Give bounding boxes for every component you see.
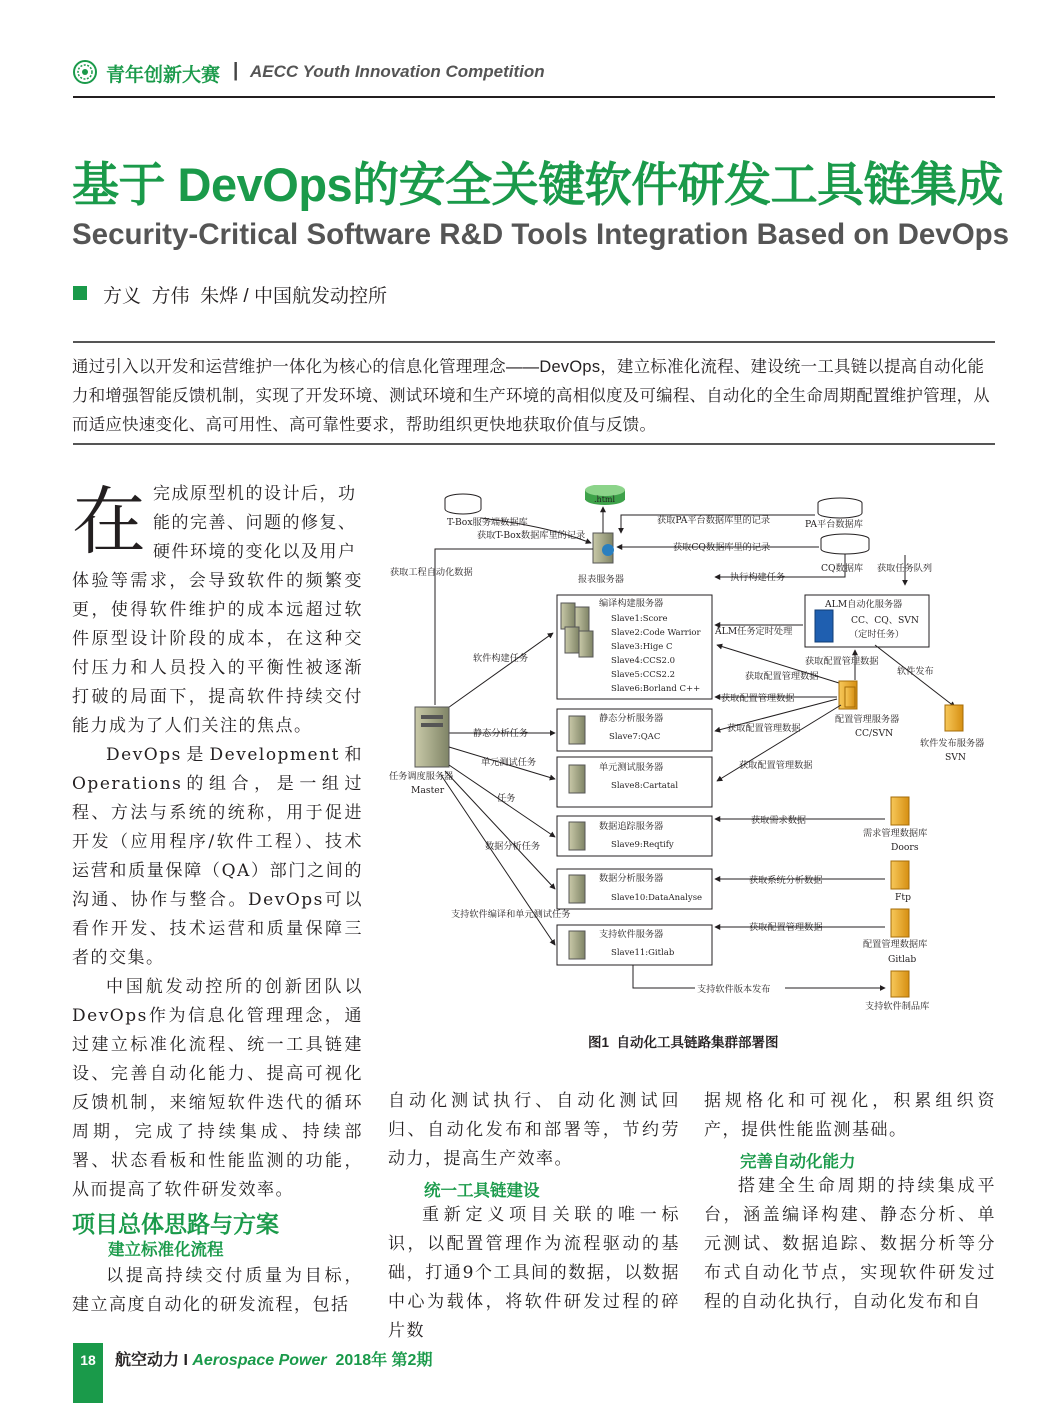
label: 数据追踪服务器 (599, 821, 664, 832)
paragraph: 以提高持续交付质量为目标，建立高度自动化的研发流程，包括 (72, 1266, 363, 1315)
label: SVN (945, 752, 966, 763)
competition-logo-icon (73, 60, 97, 84)
label: 编译构建服务器 (599, 598, 664, 609)
label: Slave11:Gitlab (611, 948, 675, 958)
label: 获取CQ数据库里的记录 (673, 542, 771, 553)
report-server-icon (593, 533, 614, 563)
label: ALM任务定时处理 (715, 626, 793, 637)
trace-server-icon (569, 822, 585, 850)
label: 数据分析服务器 (599, 873, 664, 884)
page-number: 18 (80, 1352, 96, 1368)
label: 获取PA平台数据库里的记录 (657, 515, 771, 526)
data-analysis-server-icon (569, 875, 585, 903)
drop-cap: 在 (72, 479, 146, 565)
unit-test-server-icon (569, 765, 585, 793)
header-rule (73, 96, 995, 98)
sub-heading: 完善自动化能力 (740, 1153, 856, 1171)
header-title-cn: 青年创新大赛 (106, 65, 221, 86)
release-server-icon (945, 705, 963, 731)
label: ALM自动化服务器 (825, 599, 903, 610)
label: Slave7:QAC (609, 732, 661, 742)
paragraph: 重新定义项目关联的唯一标识，以配置管理作为流程驱动的基础，打通9个工具间的数据，以数据中心为载体，将软件研发过程的碎片数 (388, 1205, 680, 1341)
author-bullet (73, 286, 87, 300)
column-3-tail (704, 1172, 996, 1317)
paragraph: 自动化测试执行、自动化测试回归、自动化发布和部署等，节约劳动力，提高生产效率。 (388, 1091, 680, 1169)
label: 执行构建任务 (730, 572, 786, 583)
support-server-icon (569, 931, 585, 959)
label: 单元测试服务器 (599, 762, 664, 773)
label: 配置管理数据库 (863, 939, 928, 950)
label: Slave3:Hige C (611, 642, 673, 652)
figure-caption: 图1 自动化工具链路集群部署图 (588, 1035, 779, 1050)
master-server-icon (415, 707, 449, 767)
label: 获取T-Box数据库里的记录 (477, 530, 586, 541)
artifact-repo-icon (891, 971, 909, 997)
config-db-icon (891, 909, 909, 937)
label: 数据分析任务 (485, 841, 541, 852)
journal-name: 航空动力 I (115, 1352, 193, 1369)
label: Doors (891, 842, 919, 853)
label: Slave1:Score (611, 614, 668, 624)
label: 软件发布服务器 (920, 738, 985, 749)
column-2-tail (388, 1201, 680, 1346)
config-server-icon (839, 681, 857, 709)
label: 获取配置管理数据 (749, 922, 823, 933)
label: Slave5:CCS2.2 (611, 670, 676, 680)
journal-name-en: Aerospace Power (192, 1352, 327, 1369)
column-1-tail (72, 1262, 363, 1320)
label: 获取工程自动化数据 (390, 567, 473, 578)
paragraph: 中国航发动控所的创新团队以DevOps作为信息化管理理念，通过建立标准化流程、统一工具链建设、完善自动化能力、提高可视化反馈机制，来缩短软件迭代的循环周期，完成了持续集成、持续部署、状态看板和性能监测的功能，从而提高了软件研发效率。 (72, 977, 363, 1200)
label: PA平台数据库 (805, 519, 863, 530)
label: 需求管理数据库 (863, 828, 928, 839)
column-1-body (72, 567, 363, 1205)
footer-journal (115, 1347, 432, 1370)
cq-database-icon (821, 534, 869, 554)
intro-line: 完成原型机的设计后，功 (153, 484, 357, 504)
article-title: 基于 DevOps的安全关键软件研发工具链集成 (72, 158, 1004, 211)
label: 任务 (497, 793, 516, 804)
label: T-Box服务端数据库 (447, 517, 528, 528)
article-subtitle: Security-Critical Software R&D Tools Integration Based on DevOps (72, 218, 1010, 251)
label: CC/SVN (855, 728, 894, 739)
label: 报表服务器 (578, 574, 624, 585)
label: 获取配置管理数据 (805, 656, 879, 667)
label: 获取需求数据 (751, 815, 807, 826)
build-server-cluster-icon (561, 603, 593, 657)
requirements-db-icon (891, 797, 909, 825)
label: 软件构建任务 (473, 653, 529, 664)
label: 单元测试任务 (481, 757, 537, 768)
paragraph: 体验等需求，会导致软件的频繁变更，使得软件维护的成本远超过软件原型设计阶段的成本，在这种交付压力和人员投入的平衡性被逐渐打破的局面下，提高软件持续交付能力成为了人们关注的焦点。 (72, 571, 363, 736)
authors: 方义 方伟 朱烨 / 中国航发动控所 (103, 286, 387, 307)
label: 获取配置管理数据 (745, 671, 819, 682)
label: Slave9:Reqtify (611, 840, 674, 850)
label: 支持软件服务器 (599, 929, 664, 940)
header-separator: | (233, 60, 239, 81)
paragraph: DevOps是Development和Operations的组合，是一组过程、方法与系统的统称，用于促进开发（应用程序/软件工程）、技术运营和质量保障（QA）部门之间的沟通、协作与整合。DevOps可以看作开发、技术运营和质量保障三者的交集。 (72, 745, 363, 968)
intro-line: 硬件环境的变化以及用户 (153, 542, 357, 562)
label: Gitlab (888, 954, 917, 965)
label: 软件发布 (897, 666, 934, 677)
label: Slave10:DataAnalyse (611, 893, 703, 903)
label: 获取系统分析数据 (749, 875, 823, 886)
sub-heading: 统一工具链建设 (424, 1182, 540, 1200)
label: 支持软件制品库 (865, 1001, 930, 1012)
alm-server-icon (815, 610, 833, 642)
ftp-server-icon (891, 861, 909, 889)
label: 获取配置管理数据 (721, 693, 795, 704)
paragraph: 搭建全生命周期的持续集成平台，涵盖编译构建、静态分析、单元测试、数据追踪、数据分析等分布式自动化节点，实现软件研发过程的自动化执行，自动化发布和自 (704, 1176, 996, 1312)
label: 静态分析服务器 (599, 713, 664, 724)
tbox-database-icon (445, 494, 481, 514)
paragraph: 据规格化和可视化，积累组织资产，提供性能监测基础。 (704, 1091, 996, 1140)
label: Slave8:Cartatal (611, 781, 679, 791)
label: Master (411, 785, 445, 796)
column-2-body (388, 1087, 680, 1174)
toolchain-deployment-diagram (385, 485, 995, 1015)
label: 配置管理服务器 (835, 714, 900, 725)
header-title-en: AECC Youth Innovation Competition (250, 62, 545, 81)
label: Slave6:Borland C++ (611, 684, 701, 694)
abstract: 通过引入以开发和运营维护一体化为核心的信息化管理理念——DevOps，建立标准化流程、建设统一工具链以提高自动化能力和增强智能反馈机制，实现了开发环境、测试环境和生产环境的高相似度及可编程、自动化的全生命周期配置维护管理，从而适应快速变化、高可用性、高可靠性要求，帮助组织更快地获取价值与反馈。 (72, 358, 990, 434)
label: 任务调度服务器 (389, 771, 454, 782)
section-heading: 项目总体思路与方案 (72, 1211, 279, 1237)
sub-heading: 建立标准化流程 (108, 1241, 224, 1259)
journal-issue: 2018年 第2期 (326, 1352, 433, 1369)
label: Slave2:Code Warrior (611, 628, 701, 638)
pa-database-icon (818, 498, 862, 518)
label: CC、CQ、SVN (851, 615, 919, 626)
intro-lines (153, 480, 363, 567)
column-3-body (704, 1087, 996, 1145)
label: 获取任务队列 (877, 563, 933, 574)
static-server-icon (569, 716, 585, 744)
label: 获取配置管理数据 (727, 723, 801, 734)
label: 静态分析任务 (473, 728, 529, 739)
label: CQ数据库 (821, 563, 864, 574)
label: （定时任务） (849, 629, 905, 640)
intro-line: 能的完善、问题的修复、 (153, 513, 357, 533)
label: Ftp (895, 892, 911, 903)
label: 支持软件版本发布 (697, 984, 771, 995)
abstract-top-rule (73, 341, 995, 343)
label: 支持软件编译和单元测试任务 (451, 909, 571, 920)
label: 获取配置管理数据 (739, 760, 813, 771)
abstract-bottom-rule (73, 443, 995, 445)
label: Slave4:CCS2.0 (611, 656, 676, 666)
label: .html (594, 495, 616, 504)
